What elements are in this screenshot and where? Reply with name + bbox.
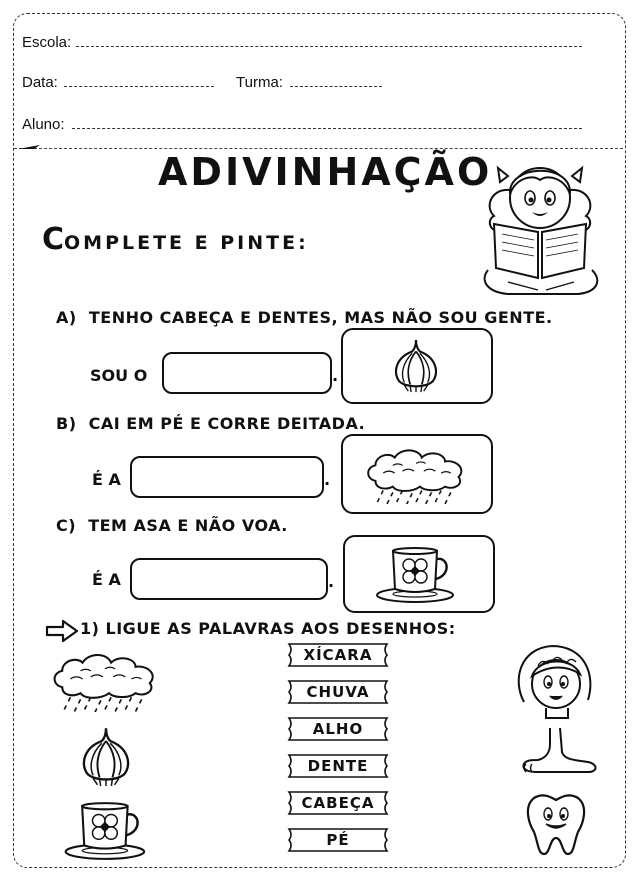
instruction-initial: C <box>42 222 65 257</box>
word-label[interactable] <box>285 790 391 816</box>
word-label[interactable] <box>285 642 391 668</box>
school-field[interactable] <box>76 46 582 47</box>
exercise-instruction: LIGUE AS PALAVRAS AOS DESENHOS: <box>105 619 456 638</box>
word-label[interactable] <box>285 753 391 779</box>
riddle-text: TEM ASA E NÃO VOA. <box>88 516 288 535</box>
riddle-text: CAI EM PÉ E CORRE DEITADA. <box>88 414 366 433</box>
exercise-heading <box>80 619 456 638</box>
riddle-letter: B) <box>56 414 77 433</box>
answer-prompt: SOU O <box>90 366 148 385</box>
page-title: ADIVINHAÇÃO <box>158 150 493 194</box>
picture-box-b <box>341 434 493 514</box>
riddle-text: TENHO CABEÇA E DENTES, MAS NÃO SOU GENTE. <box>88 308 553 327</box>
class-field[interactable] <box>290 86 382 87</box>
word-text: PÉ <box>326 831 350 849</box>
word-text: ALHO <box>312 720 364 738</box>
word-text: DENTE <box>307 757 369 775</box>
girl-reading-icon <box>478 150 606 300</box>
cut-arrow-icon <box>18 145 40 153</box>
cup-icon <box>373 545 463 605</box>
picture-box-c <box>343 535 495 613</box>
cut-line <box>14 148 623 149</box>
riddle-a <box>56 308 553 327</box>
riddle-b <box>56 414 365 433</box>
girl-head-icon[interactable] <box>508 640 600 722</box>
garlic-icon[interactable] <box>74 724 138 788</box>
word-text: CABEÇA <box>301 794 375 812</box>
rain-cloud-icon[interactable] <box>50 650 162 712</box>
tooth-icon[interactable] <box>524 792 588 858</box>
answer-prompt: É A <box>92 570 121 589</box>
word-label[interactable] <box>285 827 391 853</box>
word-text: CHUVA <box>306 683 370 701</box>
student-field[interactable] <box>72 128 582 129</box>
instruction-heading <box>42 222 309 257</box>
instruction-text: OMPLETE E PINTE: <box>64 232 309 254</box>
foot-icon[interactable] <box>516 726 600 776</box>
riddle-letter: C) <box>56 516 77 535</box>
riddle-letter: A) <box>56 308 77 327</box>
word-label[interactable] <box>285 679 391 705</box>
picture-box-a <box>341 328 493 404</box>
period: . <box>332 366 339 385</box>
answer-box-b[interactable] <box>130 456 324 498</box>
rain-cloud-icon <box>363 446 471 504</box>
cup-icon[interactable] <box>60 800 156 862</box>
student-label: Aluno: <box>22 116 65 133</box>
class-label: Turma: <box>236 74 283 91</box>
answer-box-a[interactable] <box>162 352 332 394</box>
answer-prompt: É A <box>92 470 121 489</box>
riddle-c <box>56 516 288 535</box>
period: . <box>328 572 335 591</box>
school-label: Escola: <box>22 34 72 51</box>
word-label[interactable] <box>285 716 391 742</box>
period: . <box>324 470 331 489</box>
date-label: Data: <box>22 74 58 91</box>
exercise-number: 1) <box>80 619 100 638</box>
date-field[interactable] <box>64 86 214 87</box>
word-text: XÍCARA <box>303 646 373 664</box>
answer-box-c[interactable] <box>130 558 328 600</box>
arrow-right-icon <box>45 619 79 643</box>
garlic-icon <box>387 336 445 394</box>
